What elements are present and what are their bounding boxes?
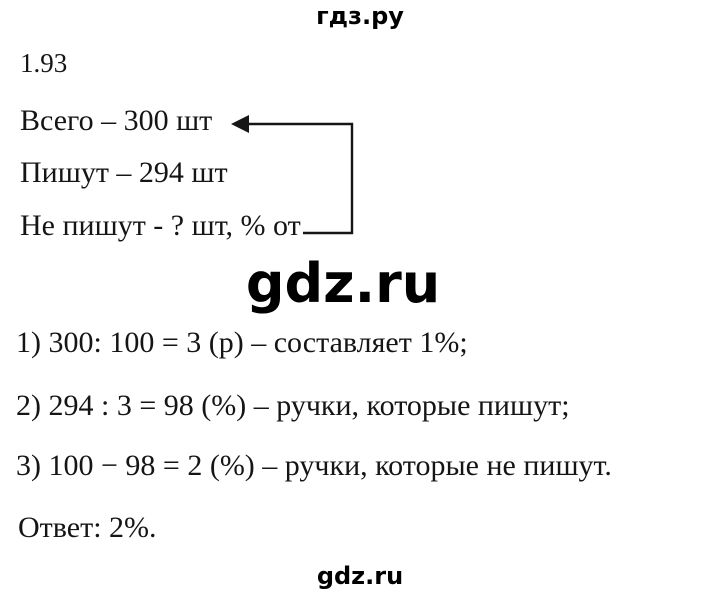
given-not-writing-line: Не пишут - ? шт, % от (20, 209, 301, 242)
given-writing-line: Пишут – 294 шт (20, 156, 228, 189)
answer-line: Ответ: 2%. (18, 511, 157, 544)
solution-step-1: 1) 300: 100 = 3 (р) – составляет 1%; (16, 326, 468, 359)
site-title: гдз.ру (316, 2, 404, 30)
solution-step-3: 3) 100 − 98 = 2 (%) – ручки, которые не пишут. (16, 449, 612, 482)
site-header (0, 2, 720, 31)
given-total-line: Всего – 300 шт (20, 104, 213, 137)
footer-site-title: gdz.ru (316, 562, 404, 590)
solution-step-2: 2) 294 : 3 = 98 (%) – ручки, которые пишут; (16, 389, 570, 422)
site-footer (0, 564, 720, 588)
problem-number: 1.93 (20, 48, 68, 78)
watermark: gdz.ru (245, 252, 441, 315)
